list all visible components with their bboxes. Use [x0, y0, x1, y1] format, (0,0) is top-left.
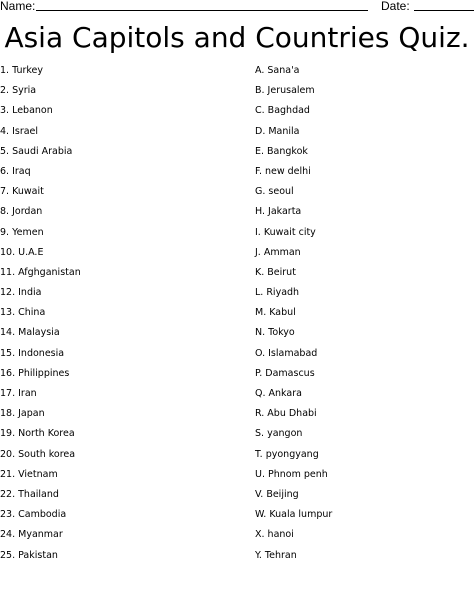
capital-item: O. Islamabad — [255, 347, 318, 359]
capital-item: N. Tokyo — [255, 327, 295, 339]
country-item: 21. Vietnam — [0, 468, 58, 480]
country-item: 13. China — [0, 307, 46, 319]
capital-item: X. hanoi — [255, 529, 294, 541]
capital-item: S. yangon — [255, 428, 303, 440]
date-blank-line — [414, 10, 474, 11]
countries-list — [0, 63, 81, 568]
country-item: 20. South korea — [0, 448, 76, 460]
country-item: 14. Malaysia — [0, 327, 60, 339]
country-item: 10. U.A.E — [0, 246, 44, 258]
country-item: 24. Myanmar — [0, 529, 63, 541]
capital-item: E. Bangkok — [255, 145, 308, 157]
capital-item: K. Beirut — [255, 266, 296, 278]
date-label: Date: — [381, 0, 410, 13]
country-item: 4. Israel — [0, 125, 39, 137]
country-item: 6. Iraq — [0, 165, 31, 177]
header-row — [0, 0, 474, 14]
name-label: Name: — [0, 0, 36, 13]
country-item: 16. Philippines — [0, 367, 70, 379]
country-item: 15. Indonesia — [0, 347, 65, 359]
country-item: 22. Thailand — [0, 488, 59, 500]
country-item: 1. Turkey — [0, 65, 44, 76]
capital-item: L. Riyadh — [255, 287, 300, 299]
name-blank-line — [36, 10, 368, 11]
country-item: 23. Cambodia — [0, 509, 67, 521]
country-item: 8. Jordan — [0, 206, 43, 218]
country-item: 17. Iran — [0, 388, 37, 399]
country-item: 18. Japan — [0, 408, 45, 420]
country-item: 25. Pakistan — [0, 549, 58, 561]
country-item: 2. Syria — [0, 85, 37, 97]
capital-item: R. Abu Dhabi — [255, 408, 317, 420]
country-item: 19. North Korea — [0, 428, 75, 440]
country-item: 11. Afghganistan — [0, 266, 81, 278]
country-item: 7. Kuwait — [0, 186, 44, 198]
capital-item: D. Manila — [255, 125, 300, 137]
capital-item: C. Baghdad — [255, 105, 310, 117]
capital-item: V. Beijing — [255, 488, 299, 500]
page-title: Asia Capitols and Countries Quiz. — [4, 21, 470, 54]
capital-item: P. Damascus — [255, 367, 315, 379]
capital-item: M. Kabul — [255, 307, 296, 319]
capital-item: I. Kuwait city — [255, 226, 316, 238]
capital-item: U. Phnom penh — [255, 468, 328, 480]
capital-item: T. pyongyang — [255, 448, 319, 460]
country-item: 3. Lebanon — [0, 105, 53, 117]
capital-item: F. new delhi — [255, 165, 311, 177]
capital-item: A. Sana'a — [255, 65, 300, 76]
capitals-list — [255, 63, 332, 568]
capital-item: W. Kuala lumpur — [255, 509, 333, 521]
capital-item: B. Jerusalem — [255, 85, 315, 97]
capital-item: H. Jakarta — [255, 206, 302, 218]
country-item: 5. Saudi Arabia — [0, 145, 73, 157]
country-item: 9. Yemen — [0, 226, 44, 238]
capital-item: J. Amman — [255, 246, 301, 258]
capital-item: Y. Tehran — [255, 549, 297, 561]
capital-item: Q. Ankara — [255, 388, 302, 399]
capital-item: G. seoul — [255, 186, 294, 198]
country-item: 12. India — [0, 287, 42, 299]
